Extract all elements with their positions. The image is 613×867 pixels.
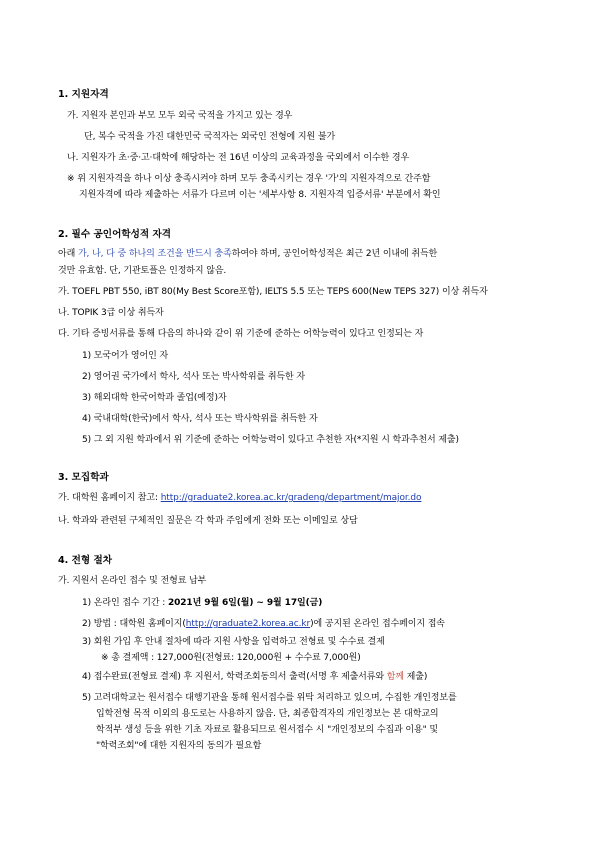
s4-subitem-5-line-2: 입학전형 목적 이외의 용도로는 사용하지 않음. 단, 최종합격자의 개인정보는 본 대학교의 — [96, 709, 439, 719]
major-page-link[interactable]: http://graduate2.korea.ac.kr/gradeng/department/major.do — [160, 493, 422, 503]
s4-method-pre: 2) 방법 : 대학원 홈페이지( — [82, 619, 186, 629]
s4-method-post: )에 공지된 온라인 접수페이지 접속 — [310, 619, 445, 629]
s4-payment-note: ※ 총 결제액 : 127,000원(전형료: 120,000원 + 수수료 7,000원) — [101, 653, 361, 663]
s2-subitem-3: 3) 해외대학 한국어학과 졸업(예정)자 — [82, 393, 227, 403]
s2-subitem-1: 1) 모국어가 영어인 자 — [82, 351, 169, 361]
s1-item-ga-note: 단, 복수 국적을 가진 대한민국 국적자는 외국인 전형에 지원 불가 — [84, 132, 336, 142]
s2-subitem-2: 2) 영어권 국가에서 학사, 석사 또는 박사학위를 취득한 자 — [82, 372, 305, 382]
s2-intro-emphasis: 가, 나, 다 중 하나의 조건을 반드시 충족 — [77, 249, 232, 259]
s1-item-na: 나. 지원자가 초·중·고·대학에 해당하는 전 16년 이상의 교육과정을 국외에서 이수한 경우 — [67, 153, 410, 163]
s4-subitem-1 — [82, 595, 322, 608]
s4-subitem-3: 3) 회원 가입 후 안내 절차에 따라 지원 사항을 입력하고 전형료 및 수수료 결제 — [82, 637, 385, 647]
section-1-heading: 1. 지원자격 — [58, 89, 109, 100]
section-3-heading: 3. 모집학과 — [58, 472, 109, 483]
s4-item-ga: 가. 지원서 온라인 접수 및 전형료 납부 — [58, 576, 207, 586]
s4-period-dates: 2021년 9월 6일(월) ~ 9월 17일(금) — [167, 598, 323, 608]
s2-subitem-4: 4) 국내대학(한국)에서 학사, 석사 또는 박사학위를 취득한 자 — [82, 414, 318, 424]
section-2-heading: 2. 필수 공인어학성적 자격 — [58, 229, 172, 240]
s4-subitem-5-line-3: 학적부 생성 등을 위한 기초 자료로 활용되므로 원서접수 시 "개인정보의 수집과 이용" 및 — [96, 725, 439, 735]
s2-intro-pre: 아래 — [58, 249, 78, 259]
s2-item-da: 다. 기타 증빙서류를 통해 다음의 하나와 같이 위 기준에 준하는 어학능력이 있다고 인정되는 자 — [58, 329, 424, 339]
s4-item4-emphasis: 함께 — [386, 672, 404, 682]
s4-item4-pre: 4) 접수완료(전형료 결제) 후 지원서, 학력조회동의서 출력(서명 후 제출서류와 — [82, 672, 387, 682]
s2-item-na: 나. TOPIK 3급 이상 취득자 — [58, 308, 164, 318]
s1-item-ga: 가. 지원자 본인과 부모 모두 외국 국적을 가지고 있는 경우 — [67, 111, 293, 121]
section-4-heading: 4. 전형 절차 — [58, 555, 113, 566]
s1-note-line-2: 지원자격에 따라 제출하는 서류가 다르며 이는 '세부사항 8. 지원자격 입증서류' 부분에서 확인 — [79, 190, 441, 200]
s3-item-na: 나. 학과와 관련된 구체적인 질문은 각 학과 주임에게 전화 또는 이메일로 상담 — [58, 516, 358, 526]
s1-note-line-1: ※ 위 지원자격을 하나 이상 충족시켜야 하며 모두 충족시키는 경우 '가'의 지원자격으로 간주함 — [67, 174, 431, 184]
s3-item-ga — [58, 490, 421, 503]
s4-subitem-2 — [82, 616, 445, 629]
s4-subitem-5-line-4: "학력조회"에 대한 지원자의 동의가 필요함 — [96, 741, 262, 751]
graduate-homepage-link[interactable]: http://graduate2.korea.ac.kr — [185, 619, 311, 629]
s2-subitem-5: 5) 그 외 지원 학과에서 위 기준에 준하는 어학능력이 있다고 추천한 자(*지원 시 학과추천서 제출) — [82, 435, 459, 445]
s2-intro-line-2: 것만 유효함. 단, 기관토플은 인정하지 않음. — [58, 266, 227, 276]
s2-intro-post: 하여야 하며, 공인어학성적은 최근 2년 이내에 취득한 — [231, 249, 438, 259]
s2-item-ga: 가. TOEFL PBT 550, iBT 80(My Best Score포함), IELTS 5.5 또는 TEPS 600(New TEPS 327) 이상 취득자 — [58, 287, 488, 297]
s2-intro-line-1 — [58, 246, 437, 259]
s4-item4-post: 제출) — [403, 672, 428, 682]
s4-subitem-5-line-1: 5) 고려대학교는 원서접수 대행기관을 통해 원서접수를 위탁 처리하고 있으며, 수집한 개인정보를 — [82, 693, 457, 703]
s3-ga-label: 가. 대학원 홈페이지 참고: — [58, 493, 161, 503]
s4-subitem-4 — [82, 669, 427, 682]
s4-period-label: 1) 온라인 접수 기간 : — [82, 598, 168, 608]
